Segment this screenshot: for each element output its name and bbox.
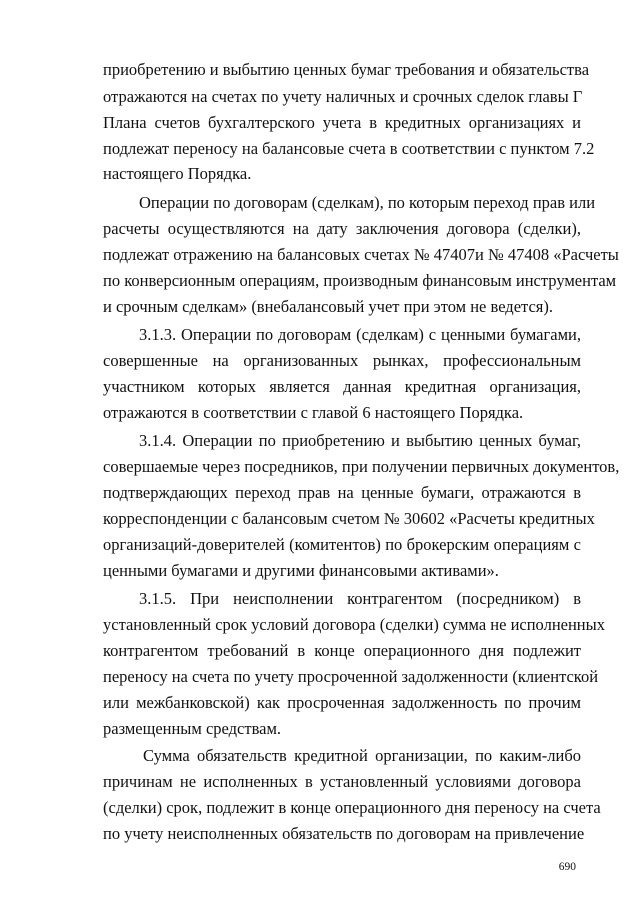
text-line: участником которых является данная кредитная организация, [103, 377, 581, 396]
text-line: настоящего Порядка. [103, 164, 252, 183]
text-line: подлежат отражению на балансовых счетах № 47407и № 47408 «Расчеты [103, 245, 619, 264]
text-line: корреспонденции с балансовым счетом № 30602 «Расчеты кредитных [103, 509, 595, 528]
text-line: или межбанковской) как просроченная задолженность по прочим [103, 693, 581, 712]
text-line: 3.1.3. Операции по договорам (сделкам) с ценными бумагами, [139, 325, 581, 344]
text-line: ценными бумагами и другими финансовыми активами». [103, 561, 499, 580]
text-line: Операции по договорам (сделкам), по которым переход прав или [139, 193, 596, 212]
text-line: подтверждающих переход прав на ценные бумаги, отражаются в [103, 483, 581, 502]
text-line: переносу на счета по учету просроченной задолженности (клиентской [103, 667, 599, 686]
text-line: установленный срок условий договора (сделки) сумма не исполненных [103, 615, 605, 634]
text-line: расчеты осуществляются на дату заключения договора (сделки), [103, 219, 581, 238]
text-line: 3.1.4. Операции по приобретению и выбытию ценных бумаг, [139, 431, 581, 450]
text-line: Плана счетов бухгалтерского учета в кредитных организациях и [103, 113, 581, 132]
text-line: Сумма обязательств кредитной организации, по каким-либо [143, 746, 581, 765]
text-line: отражаются в соответствии с главой 6 настоящего Порядка. [103, 403, 524, 422]
text-line: контрагентом требований в конце операционного дня подлежит [103, 641, 581, 660]
text-line: приобретению и выбытию ценных бумаг требования и обязательства [103, 60, 590, 79]
text-line: 3.1.5. При неисполнении контрагентом (посредником) в [139, 589, 581, 608]
text-line: (сделки) срок, подлежит в конце операционного дня переносу на счета [103, 798, 601, 817]
text-line: размещенным средствам. [103, 719, 282, 738]
text-line: по учету неисполненных обязательств по договорам на привлечение [103, 824, 585, 843]
text-line: отражаются на счетах по учету наличных и срочных сделок главы Г [103, 87, 583, 106]
text-line: по конверсионным операциям, производным финансовым инструментам [103, 271, 617, 290]
page-number: 690 [558, 861, 576, 873]
text-line: совершаемые через посредников, при получении первичных документов, [103, 457, 620, 476]
text-line: причинам не исполненных в установленный условиями договора [103, 772, 581, 791]
text-line: совершенные на организованных рынках, профессиональным [103, 351, 581, 370]
text-line: и срочным сделкам» (внебалансовый учет при этом не ведется). [103, 297, 553, 316]
text-line: подлежат переносу на балансовые счета в соответствии с пунктом 7.2 [103, 139, 595, 158]
text-line: организаций-доверителей (комитентов) по брокерским операциям с [103, 535, 581, 554]
